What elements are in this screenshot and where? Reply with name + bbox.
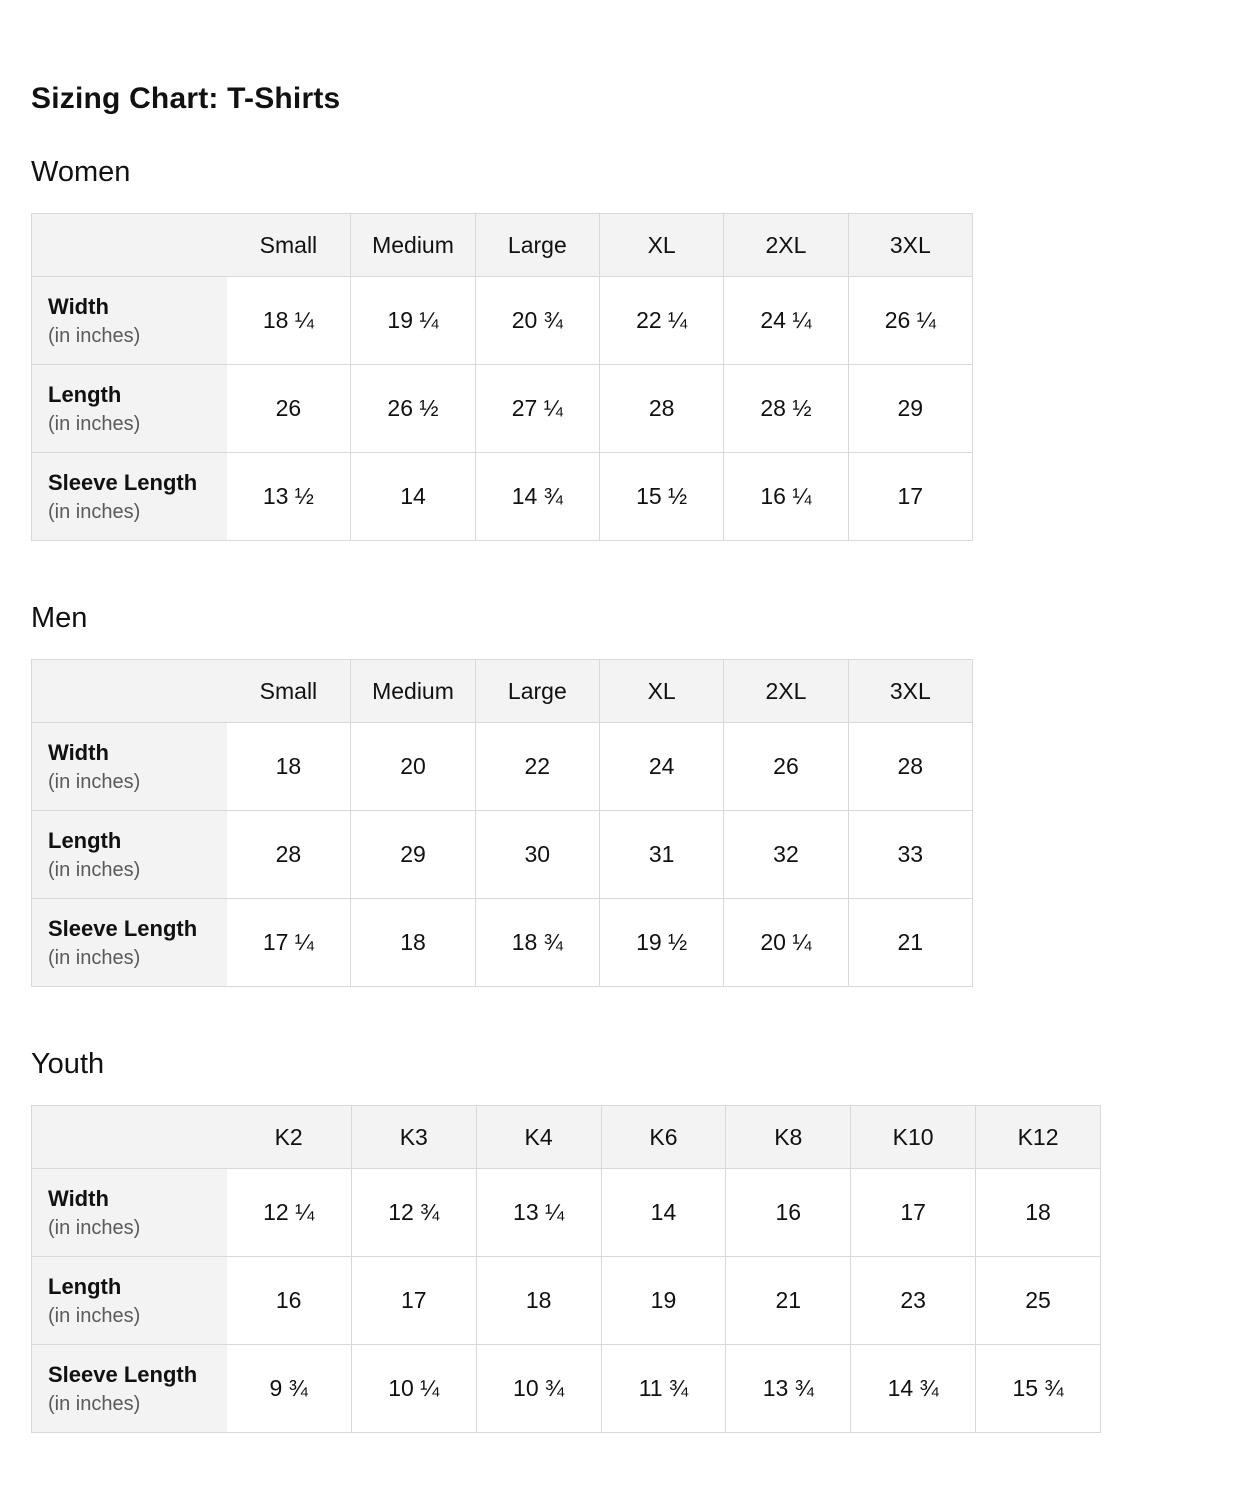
corner-cell: [32, 1106, 227, 1169]
size-value: 25: [976, 1257, 1101, 1345]
size-value: 27 ¼: [475, 365, 599, 453]
size-value: 9 ¾: [227, 1345, 352, 1433]
size-value: 22: [475, 723, 599, 811]
row-label-unit: (in inches): [48, 412, 141, 435]
size-value: 17 ¼: [227, 899, 351, 987]
size-value: 19 ¼: [351, 277, 475, 365]
size-value: 33: [848, 811, 972, 899]
size-value: 21: [848, 899, 972, 987]
row-label-unit: (in inches): [48, 946, 141, 969]
section-youth: [31, 1048, 1250, 1433]
row-label-unit: (in inches): [48, 770, 141, 793]
header-row: [32, 660, 973, 723]
size-value: 18: [227, 723, 351, 811]
row-label-name: Width: [48, 294, 109, 320]
column-header: K12: [976, 1106, 1101, 1169]
table-row: [32, 277, 973, 365]
sections: [31, 156, 1250, 1433]
row-label-name: Sleeve Length: [48, 1362, 198, 1388]
corner-cell: [32, 660, 227, 723]
size-value: 32: [724, 811, 848, 899]
row-label: [32, 365, 227, 453]
size-value: 24 ¼: [724, 277, 848, 365]
size-value: 26: [724, 723, 848, 811]
column-header: 3XL: [848, 660, 972, 723]
size-value: 13 ¼: [476, 1169, 601, 1257]
corner-cell: [32, 214, 227, 277]
size-value: 14 ¾: [851, 1345, 976, 1433]
column-header: XL: [599, 214, 723, 277]
table-row: [32, 1169, 1101, 1257]
size-value: 18: [976, 1169, 1101, 1257]
column-header: Large: [475, 660, 599, 723]
table-row: [32, 899, 973, 987]
size-table: [31, 213, 973, 541]
page-title: Sizing Chart: T-Shirts: [31, 82, 341, 115]
size-value: 16 ¼: [724, 453, 848, 541]
row-label-unit: (in inches): [48, 1216, 141, 1239]
size-value: 15 ½: [599, 453, 723, 541]
size-value: 18: [351, 899, 475, 987]
size-value: 18 ¼: [227, 277, 351, 365]
size-value: 18: [476, 1257, 601, 1345]
size-table: [31, 659, 973, 987]
column-header: Large: [475, 214, 599, 277]
size-value: 22 ¼: [599, 277, 723, 365]
section-heading: Youth: [31, 1048, 105, 1080]
column-header: Small: [227, 214, 351, 277]
row-label-name: Length: [48, 382, 122, 408]
size-value: 20 ¾: [475, 277, 599, 365]
size-value: 23: [851, 1257, 976, 1345]
size-value: 14: [351, 453, 475, 541]
size-value: 15 ¾: [976, 1345, 1101, 1433]
size-value: 26 ¼: [848, 277, 972, 365]
row-label: [32, 277, 227, 365]
size-value: 28: [599, 365, 723, 453]
column-header: 3XL: [848, 214, 972, 277]
table-row: [32, 811, 973, 899]
size-value: 24: [599, 723, 723, 811]
column-header: 2XL: [724, 660, 848, 723]
size-value: 18 ¾: [475, 899, 599, 987]
row-label: [32, 1345, 227, 1433]
row-label: [32, 453, 227, 541]
size-value: 21: [726, 1257, 851, 1345]
row-label-unit: (in inches): [48, 858, 141, 881]
size-value: 31: [599, 811, 723, 899]
size-value: 26: [227, 365, 351, 453]
row-label-unit: (in inches): [48, 500, 141, 523]
row-label-name: Width: [48, 740, 109, 766]
row-label: [32, 811, 227, 899]
column-header: Medium: [351, 214, 475, 277]
size-value: 14 ¾: [475, 453, 599, 541]
row-label-unit: (in inches): [48, 324, 141, 347]
size-value: 17: [851, 1169, 976, 1257]
row-label-name: Sleeve Length: [48, 916, 198, 942]
size-value: 26 ½: [351, 365, 475, 453]
row-label: [32, 899, 227, 987]
section-women: [31, 156, 1250, 541]
column-header: K2: [227, 1106, 352, 1169]
row-label-name: Sleeve Length: [48, 470, 198, 496]
size-value: 12 ¼: [227, 1169, 352, 1257]
size-value: 13 ½: [227, 453, 351, 541]
size-value: 28: [848, 723, 972, 811]
size-value: 11 ¾: [601, 1345, 726, 1433]
size-value: 20 ¼: [724, 899, 848, 987]
row-label-unit: (in inches): [48, 1304, 141, 1327]
header-row: [32, 214, 973, 277]
section-heading: Men: [31, 602, 88, 634]
size-value: 10 ¼: [351, 1345, 476, 1433]
size-value: 10 ¾: [476, 1345, 601, 1433]
size-value: 28: [227, 811, 351, 899]
row-label-name: Length: [48, 828, 122, 854]
size-value: 28 ½: [724, 365, 848, 453]
table-row: [32, 1345, 1101, 1433]
section-heading: Women: [31, 156, 131, 188]
size-value: 16: [726, 1169, 851, 1257]
size-value: 19: [601, 1257, 726, 1345]
column-header: K10: [851, 1106, 976, 1169]
column-header: Small: [227, 660, 351, 723]
row-label: [32, 1257, 227, 1345]
column-header: XL: [599, 660, 723, 723]
table-row: [32, 1257, 1101, 1345]
column-header: Medium: [351, 660, 475, 723]
row-label: [32, 1169, 227, 1257]
table-row: [32, 365, 973, 453]
column-header: K8: [726, 1106, 851, 1169]
size-value: 17: [848, 453, 972, 541]
size-table: [31, 1105, 1101, 1433]
row-label: [32, 723, 227, 811]
table-row: [32, 453, 973, 541]
size-value: 20: [351, 723, 475, 811]
size-value: 12 ¾: [351, 1169, 476, 1257]
size-value: 13 ¾: [726, 1345, 851, 1433]
row-label-unit: (in inches): [48, 1392, 141, 1415]
size-value: 30: [475, 811, 599, 899]
size-value: 29: [848, 365, 972, 453]
size-value: 19 ½: [599, 899, 723, 987]
size-value: 16: [227, 1257, 352, 1345]
column-header: K4: [476, 1106, 601, 1169]
row-label-name: Length: [48, 1274, 122, 1300]
table-row: [32, 723, 973, 811]
header-row: [32, 1106, 1101, 1169]
column-header: K3: [351, 1106, 476, 1169]
row-label-name: Width: [48, 1186, 109, 1212]
size-value: 17: [351, 1257, 476, 1345]
size-value: 29: [351, 811, 475, 899]
column-header: 2XL: [724, 214, 848, 277]
size-value: 14: [601, 1169, 726, 1257]
section-men: [31, 602, 1250, 987]
column-header: K6: [601, 1106, 726, 1169]
